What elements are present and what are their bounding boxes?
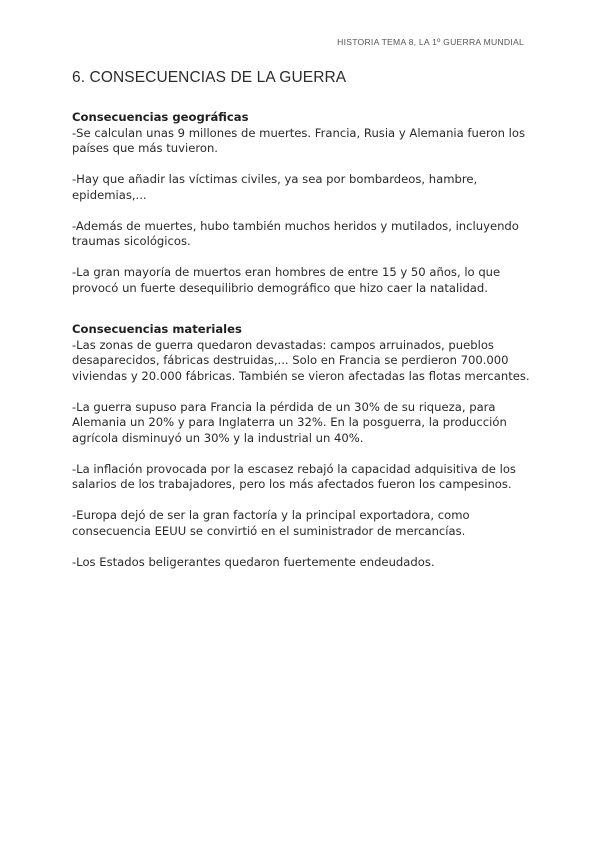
subsection-geographic xyxy=(72,110,532,296)
paragraph: -La guerra supuso para Francia la pérdida de un 30% de su riqueza, para Alemania un 20% y para Inglaterra un 32%. En la posguerra, la producción agrícola disminuyó un 30% y la industrial un 40%. xyxy=(72,399,507,445)
running-header: HISTORIA TEMA 8, LA 1º GUERRA MUNDIAL xyxy=(337,37,524,47)
subsection-material xyxy=(72,322,532,570)
subheading-material: Consecuencias materiales xyxy=(72,322,242,336)
subheading-geographic: Consecuencias geográficas xyxy=(72,110,249,124)
paragraph: -Europa dejó de ser la gran factoría y la principal exportadora, como consecuencia EEUU se convirtió en el suministrador de mercancías. xyxy=(72,508,470,538)
paragraph: -Se calculan unas 9 millones de muertes. Francia, Rusia y Alemania fueron los países que más tuvieron. xyxy=(72,125,525,155)
paragraph: -Las zonas de guerra quedaron devastadas: campos arruinados, pueblos desaparecidos, fábricas destruidas,... Solo en Francia se perdieron 700.000 viviendas y 20.000 fábricas. También se vieron afectadas las flotas mercantes. xyxy=(72,337,530,383)
paragraph: -La inflación provocada por la escasez rebajó la capacidad adquisitiva de los salarios de los trabajadores, pero los más afectados fueron los campesinos. xyxy=(72,461,516,491)
paragraph: -La gran mayoría de muertos eran hombres de entre 15 y 50 años, lo que provocó un fuerte desequilibrio demográfico que hizo caer la natalidad. xyxy=(72,265,501,295)
paragraph: -Hay que añadir las víctimas civiles, ya sea por bombardeos, hambre, epidemias,... xyxy=(72,172,478,202)
section-title: 6. CONSECUENCIAS DE LA GUERRA xyxy=(72,69,347,86)
paragraph: -Además de muertes, hubo también muchos heridos y mutilados, incluyendo traumas sicológicos. xyxy=(72,218,519,248)
document-body xyxy=(72,68,532,570)
paragraph: -Los Estados beligerantes quedaron fuertemente endeudados. xyxy=(72,554,435,569)
